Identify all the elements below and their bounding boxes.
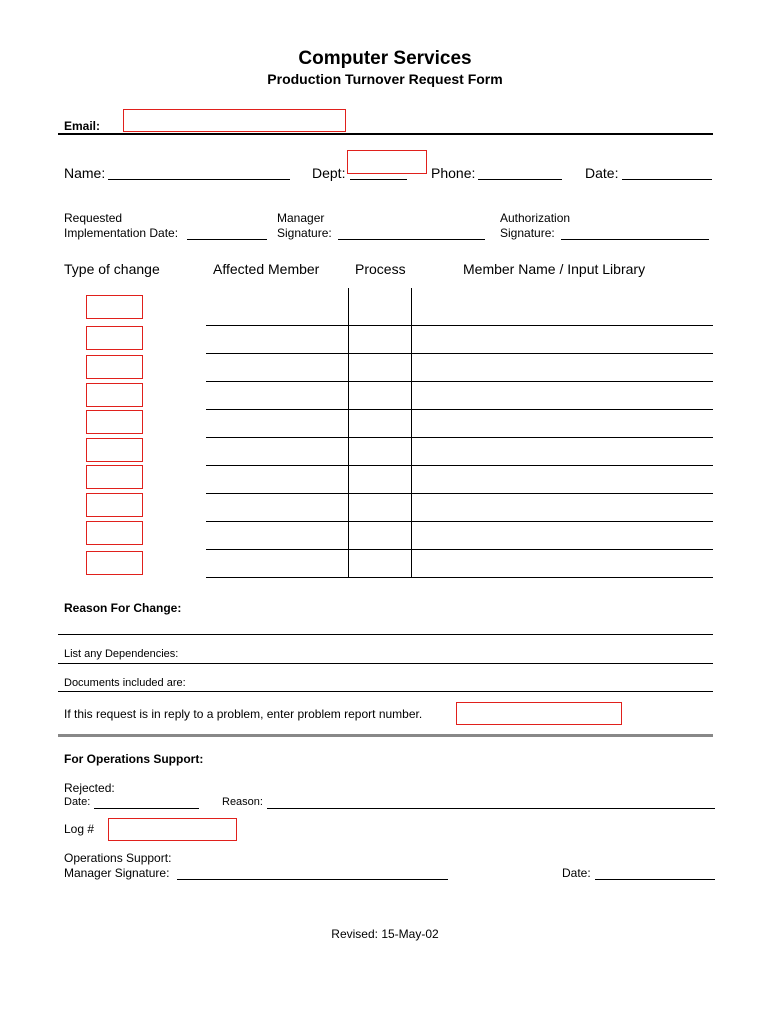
table-column-divider xyxy=(411,288,412,577)
type-of-change-field[interactable] xyxy=(86,521,143,545)
requested-label-2: Implementation Date: xyxy=(64,226,179,240)
table-row xyxy=(206,521,713,522)
ops-date-label: Date: xyxy=(562,866,591,880)
name-label: Name: xyxy=(64,165,106,181)
type-of-change-field[interactable] xyxy=(86,465,143,489)
email-field[interactable] xyxy=(123,109,346,132)
type-of-change-field[interactable] xyxy=(86,383,143,407)
date-line xyxy=(622,179,712,180)
header-member-name: Member Name / Input Library xyxy=(463,261,646,277)
email-label: Email: xyxy=(64,119,101,133)
type-of-change-field[interactable] xyxy=(86,551,143,575)
page-subtitle: Production Turnover Request Form xyxy=(267,71,503,87)
implementation-date-line xyxy=(187,239,267,240)
page-title: Computer Services xyxy=(298,48,472,69)
manager-label-2: Signature: xyxy=(277,226,332,240)
requested-label-1: Requested xyxy=(64,211,123,225)
rejected-reason-line xyxy=(267,808,715,809)
table-row xyxy=(206,437,713,438)
reason-for-change-label: Reason For Change: xyxy=(64,601,182,615)
phone-label: Phone: xyxy=(431,165,476,181)
authorization-signature-line xyxy=(561,239,709,240)
documents-label: Documents included are: xyxy=(64,677,186,689)
rejected-label: Rejected: xyxy=(64,781,115,795)
log-number-label: Log # xyxy=(64,822,95,836)
authorization-label-1: Authorization xyxy=(500,211,571,225)
documents-line xyxy=(58,691,713,692)
phone-line xyxy=(478,179,562,180)
operations-support-heading: For Operations Support: xyxy=(64,752,204,766)
dept-line xyxy=(350,179,407,180)
problem-report-number-field[interactable] xyxy=(456,702,622,725)
reason-line xyxy=(58,634,713,635)
dept-label: Dept: xyxy=(312,165,346,181)
dept-field[interactable] xyxy=(347,150,427,174)
table-row xyxy=(206,381,713,382)
header-process: Process xyxy=(355,261,406,277)
header-affected-member: Affected Member xyxy=(213,261,320,277)
manager-label-1: Manager xyxy=(277,211,325,225)
table-row xyxy=(206,549,713,550)
date-label: Date: xyxy=(585,165,619,181)
table-row xyxy=(206,465,713,466)
manager-signature-line xyxy=(338,239,485,240)
revised-date: Revised: 15-May-02 xyxy=(331,927,439,941)
ops-support-label-2: Manager Signature: xyxy=(64,866,170,880)
dependencies-line xyxy=(58,663,713,664)
table-row xyxy=(206,493,713,494)
operations-divider xyxy=(58,734,713,737)
ops-date-line xyxy=(595,879,715,880)
table-row xyxy=(206,325,713,326)
problem-report-label: If this request is in reply to a problem, enter problem report number. xyxy=(64,707,423,721)
rejected-date-label: Date: xyxy=(64,796,91,808)
table-column-divider xyxy=(348,288,349,577)
type-of-change-field[interactable] xyxy=(86,355,143,379)
rejected-reason-label: Reason: xyxy=(222,796,263,808)
type-of-change-field[interactable] xyxy=(86,410,143,434)
email-divider xyxy=(58,133,713,135)
header-type-of-change: Type of change xyxy=(64,261,160,277)
table-row xyxy=(206,353,713,354)
ops-manager-signature-line xyxy=(177,879,448,880)
ops-support-label-1: Operations Support: xyxy=(64,851,172,865)
type-of-change-field[interactable] xyxy=(86,438,143,462)
table-row xyxy=(206,577,713,578)
type-of-change-field[interactable] xyxy=(86,493,143,517)
type-of-change-field[interactable] xyxy=(86,295,143,319)
authorization-label-2: Signature: xyxy=(500,226,555,240)
table-row xyxy=(206,409,713,410)
type-of-change-field[interactable] xyxy=(86,326,143,350)
dependencies-label: List any Dependencies: xyxy=(64,648,179,660)
rejected-date-line xyxy=(94,808,199,809)
log-number-field[interactable] xyxy=(108,818,237,841)
name-line xyxy=(108,179,290,180)
